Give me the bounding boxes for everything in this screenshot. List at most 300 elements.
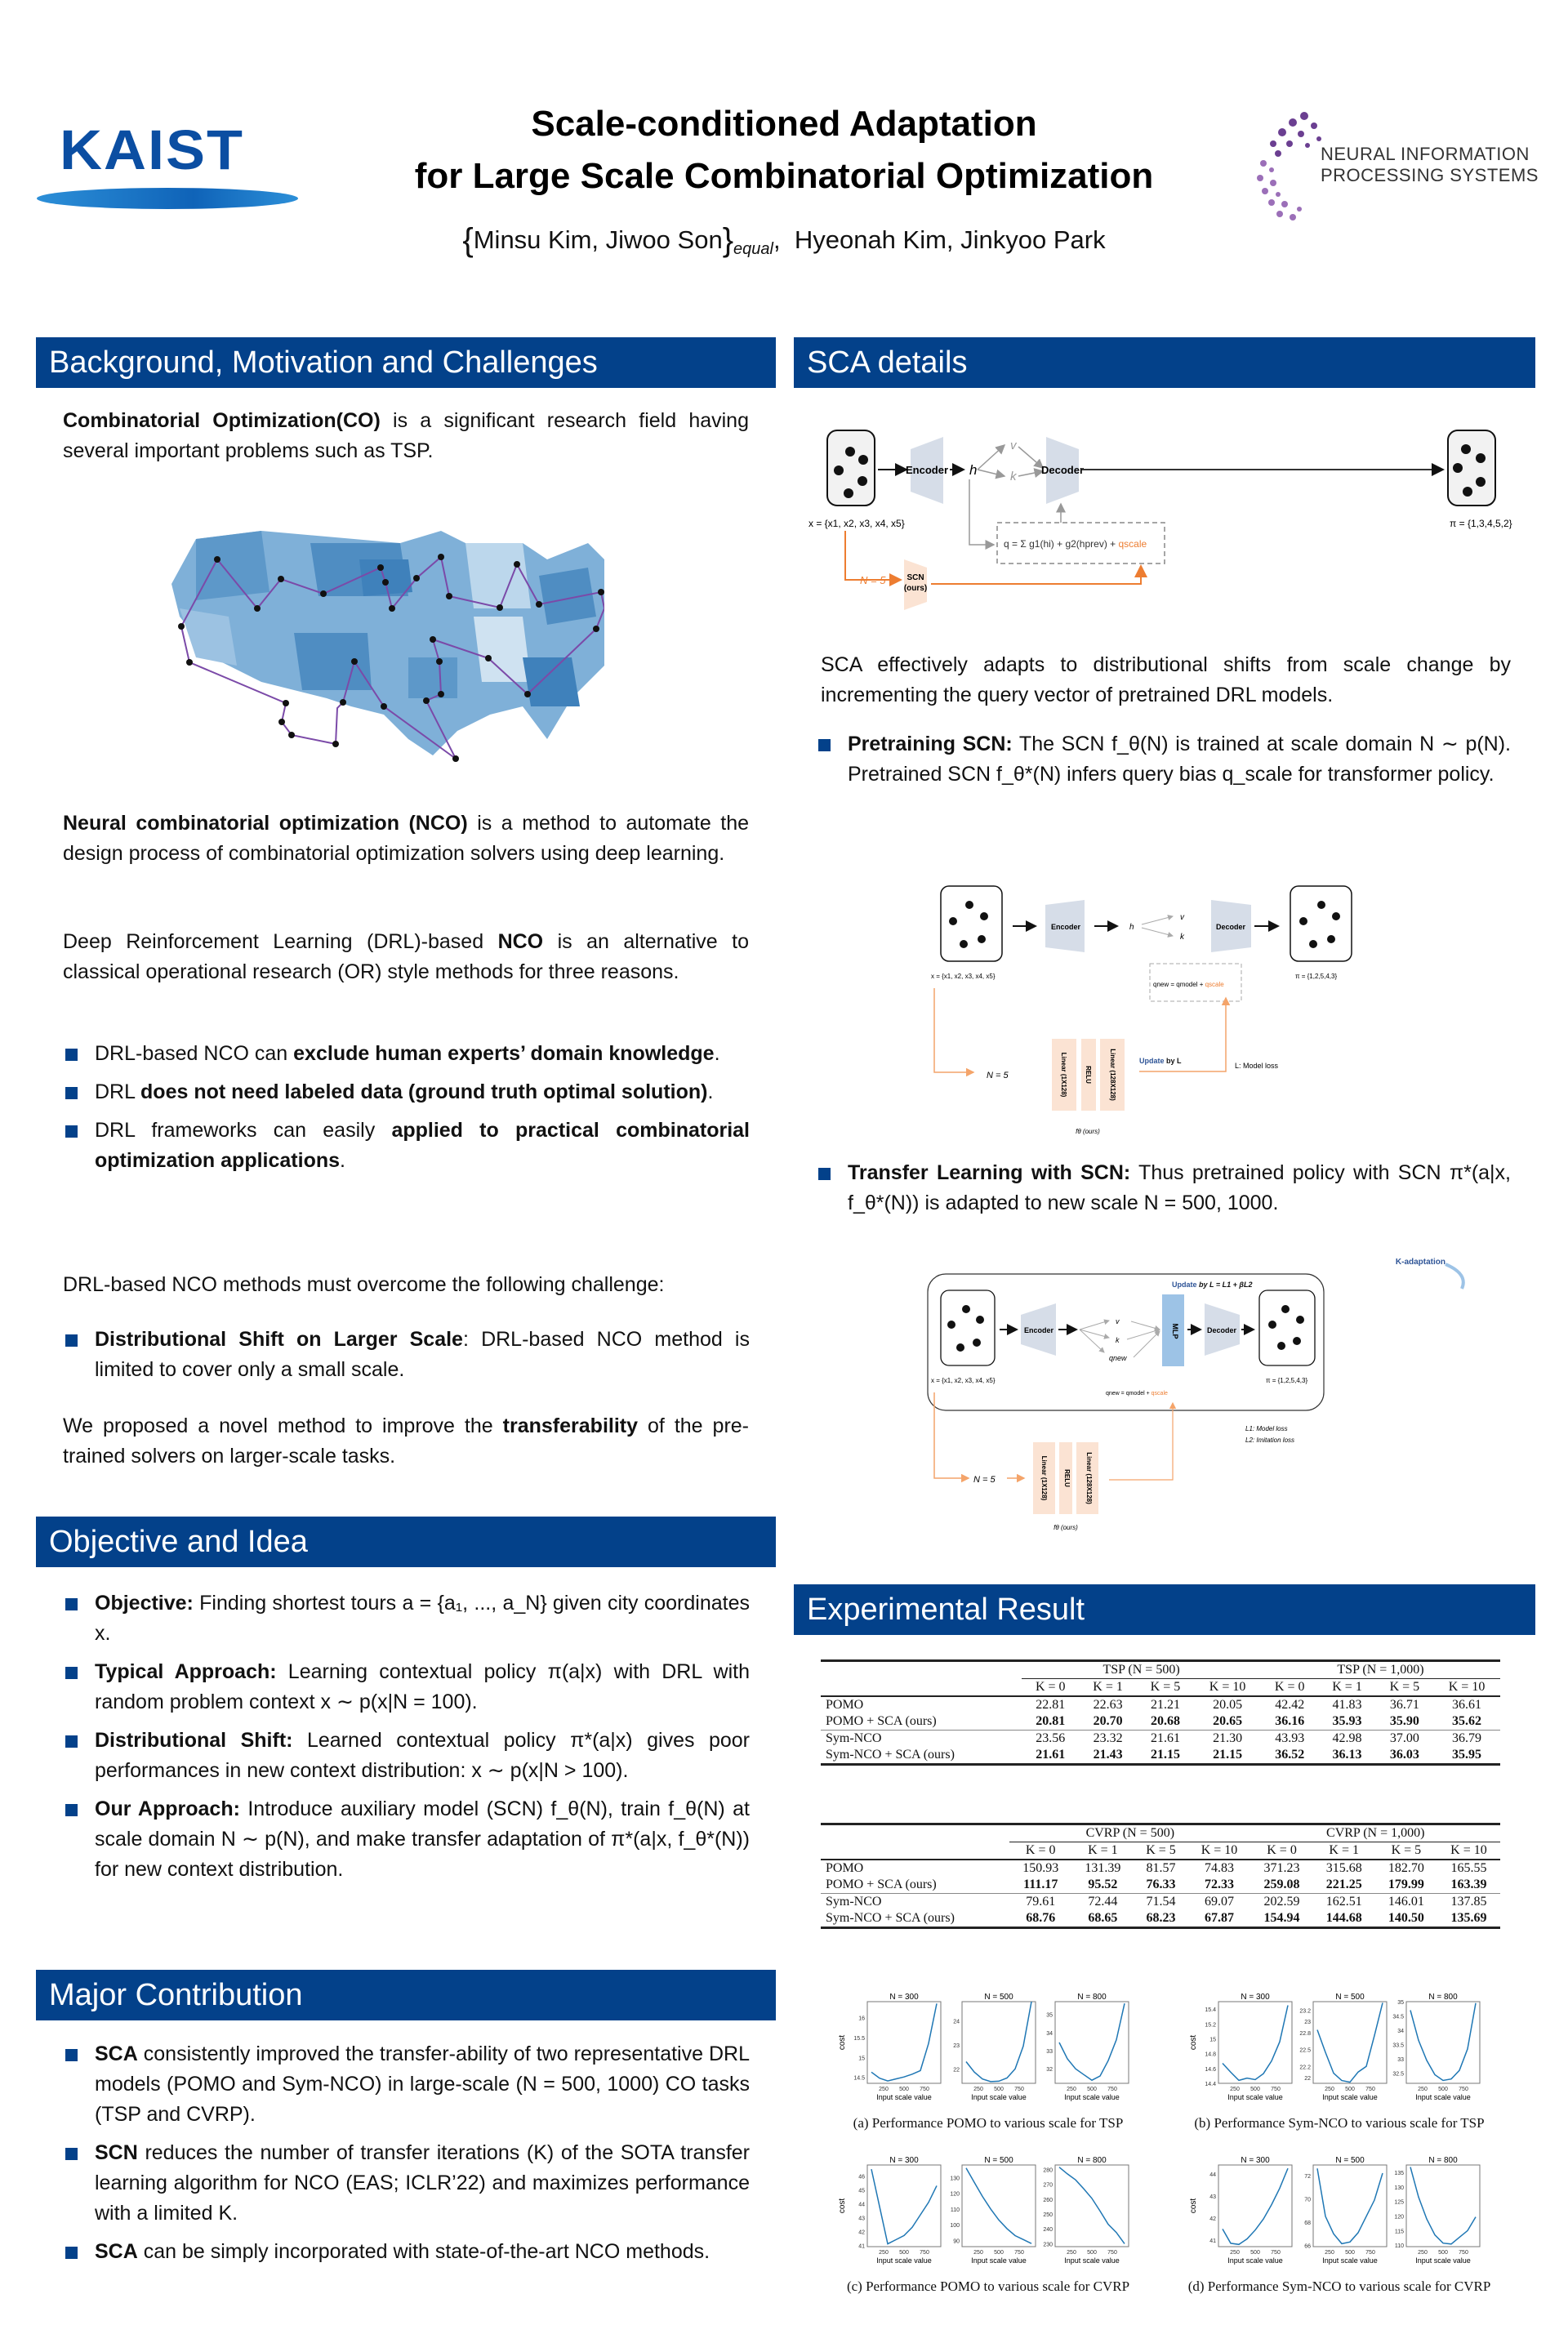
subplot [1043,2156,1129,2265]
x-tick-label: 250 [1418,2087,1428,2092]
x-tick-label: 750 [1271,2250,1281,2256]
svg-text:Decoder: Decoder [1215,923,1246,931]
pretraining-diagram [931,882,1437,1152]
svg-text:π = {1,3,4,5,2}: π = {1,3,4,5,2} [1450,518,1512,529]
table-cell: 315.68 [1313,1860,1375,1877]
co-text: is a significant research field having several important problems such as TSP. [63,409,749,462]
x-tick-label: 250 [1230,2087,1240,2092]
x-axis-label: Input scale value [876,2093,932,2101]
table-cell: 20.70 [1093,1714,1123,1728]
y-tick-label: 14.6 [1205,2066,1216,2073]
subplot-title: N = 500 [1335,1993,1365,2002]
table-cell: 36.03 [1376,1747,1433,1765]
x-tick-label: 250 [973,2087,983,2092]
y-tick-label: 35 [1046,2012,1053,2019]
table-cell: 42.42 [1261,1696,1318,1713]
x-tick-label: 500 [994,2250,1004,2256]
svg-text:h: h [969,462,978,478]
y-tick-label: 120 [1394,2214,1404,2221]
drl-paragraph [63,927,749,987]
plot-frame [1406,2165,1480,2247]
table-cell: 21.43 [1079,1747,1136,1765]
svg-text:L1: Model loss: L1: Model loss [1245,1425,1288,1432]
subplot [1394,2156,1480,2265]
x-axis-label: Input scale value [1415,2093,1471,2101]
table-cell: 71.54 [1134,1894,1187,1911]
y-tick-label: 100 [950,2223,960,2230]
table-cell: 35.90 [1389,1714,1419,1728]
table-cell: 35.62 [1452,1714,1482,1728]
bullet-square-icon [65,2049,78,2061]
drl-term: NCO [497,930,544,953]
objective-item: Objective: Finding shortest tours a = {a₁, ..., a_N} given city coordinates x. [47,1588,750,1649]
svg-text:k: k [1010,470,1017,483]
y-tick-label: 240 [1043,2227,1053,2234]
table-cell: 162.51 [1313,1894,1375,1911]
y-tick-label: 230 [1043,2242,1053,2248]
neurips-dots-icon [1254,106,1327,229]
x-axis-label: Input scale value [1322,2256,1378,2265]
svg-text:Linear (128X128): Linear (128X128) [1085,1452,1093,1504]
table-cell: 182.70 [1375,1860,1437,1877]
svg-text:N = 5: N = 5 [973,1475,996,1485]
subplot-title: N = 300 [1241,1993,1270,2002]
proposal-paragraph: We proposed a novel method to improve the transferability of the pre-trained solvers on larger-scale tasks. [63,1414,749,1468]
pretrain-item: Pretraining SCN: The SCN f_θ(N) is trained at scale domain N ∼ p(N). Pretrained SCN f_θ*(N) infers query bias q_scale for transformer policy. [800,729,1511,790]
table-cell: 21.61 [1022,1747,1079,1765]
column-header: K = 0 [1267,1843,1297,1857]
y-tick-label: 43 [858,2216,865,2222]
x-tick-label: 500 [1345,2250,1355,2256]
x-tick-label: 250 [1325,2250,1334,2256]
contribution-item: SCA consistently improved the transfer-ability of two representative DRL models (POMO and Sym-NCO) in large-scale (N = 500, 1000) CO tasks (TSP and CVRP). [47,2039,750,2130]
y-tick-label: 24 [953,2019,960,2025]
y-tick-label: 22.2 [1299,2065,1311,2071]
table-cell: 165.55 [1437,1860,1500,1877]
plot-frame [867,2002,941,2083]
y-tick-label: 33 [1397,2057,1404,2064]
table-cell: 79.61 [1009,1894,1071,1911]
nco-term: Neural combinatorial optimization (NCO) [63,812,468,835]
subplot-title: N = 300 [889,1993,919,2002]
x-tick-label: 500 [899,2250,909,2256]
bullet-square-icon [65,1804,78,1816]
y-tick-label: 16 [858,2016,865,2022]
x-tick-label: 500 [1087,2087,1097,2092]
neurips-line-1: NEURAL INFORMATION [1321,144,1530,164]
y-tick-label: 110 [1394,2243,1404,2250]
row-label: Sym-NCO [821,1731,1022,1748]
y-tick-label: 41 [858,2243,865,2250]
svg-text:Decoder: Decoder [1040,464,1085,476]
x-tick-label: 750 [1459,2087,1468,2092]
kaist-logo-text: KAIST [60,119,244,181]
svg-text:Encoder: Encoder [1050,923,1081,931]
y-tick-label: 23.2 [1299,2008,1311,2015]
table-cell: 36.16 [1275,1714,1305,1728]
tsp-table-body [821,1696,1500,1765]
y-tick-label: 15.2 [1205,2022,1216,2029]
y-tick-label: 43 [1209,2194,1216,2200]
table-cell: 202.59 [1250,1894,1312,1911]
table-cell: 20.81 [1036,1714,1066,1728]
table-cell: 131.39 [1071,1860,1134,1877]
plot-frame [1218,2165,1292,2247]
x-tick-label: 500 [1345,2087,1355,2092]
y-tick-label: 14.5 [853,2075,865,2082]
drl-reasons-list [47,1039,750,1184]
x-tick-label: 500 [1250,2087,1260,2092]
y-tick-label: 22.8 [1299,2030,1311,2037]
y-tick-label: 270 [1043,2182,1053,2189]
bullet-square-icon [65,1087,78,1099]
section-header-sca: SCA details [794,337,1535,388]
svg-text:fθ (ours): fθ (ours) [1054,1524,1078,1531]
svg-text:K-adaptation: K-adaptation [1395,1258,1446,1267]
y-axis-label: cost [838,2034,847,2051]
subplot-title: N = 500 [984,2156,1013,2165]
row-label: POMO [821,1860,1009,1877]
y-tick-label: 41 [1209,2238,1216,2244]
us-tsp-map [163,494,604,772]
table-row [821,1860,1500,1877]
y-tick-label: 125 [1394,2199,1404,2206]
x-tick-label: 250 [1067,2250,1076,2256]
x-tick-label: 250 [1230,2250,1240,2256]
svg-text:v: v [1116,1317,1120,1325]
transfer-item: Transfer Learning with SCN: Thus pretrained policy with SCN π*(a|x, f_θ*(N)) is adapted to new scale N = 500, 1000. [800,1158,1511,1218]
table-cell: 22.81 [1022,1696,1079,1713]
table-cell: 135.69 [1437,1910,1500,1928]
svg-text:Linear (128X128): Linear (128X128) [1109,1049,1116,1101]
y-tick-label: 130 [1394,2185,1404,2191]
y-tick-label: 260 [1043,2197,1053,2203]
figure-a-caption: (a) Performance POMO to various scale for TSP [853,2115,1124,2131]
svg-text:v: v [1010,439,1017,452]
plot-frame [962,2165,1036,2247]
y-tick-label: 44 [1209,2172,1216,2178]
svg-text:Linear (1X128): Linear (1X128) [1040,1455,1048,1501]
table-cell: 74.83 [1188,1860,1251,1877]
column-header: K = 0 [1025,1843,1056,1857]
section-header-background: Background, Motivation and Challenges [36,337,776,388]
section-header-objective: Objective and Idea [36,1517,776,1567]
table-group-header: TSP (N = 500) [1022,1661,1261,1679]
y-tick-label: 130 [950,2176,960,2182]
x-tick-label: 250 [1418,2250,1428,2256]
co-term: Combinatorial Optimization(CO) [63,409,381,432]
subplot [838,2156,941,2265]
svg-text:qnew = qmodel + qscale: qnew = qmodel + qscale [1153,981,1224,988]
co-paragraph [63,406,749,466]
figure-b-plots [1168,1989,1511,2111]
equal-authors: Minsu Kim, Jiwoo Son [473,225,723,254]
table-cell: 179.99 [1388,1878,1424,1891]
neurips-logo [1254,106,1548,229]
title-line-2: for Large Scale Combinatorial Optimization [414,156,1154,196]
table-cell: 81.57 [1134,1860,1187,1877]
x-axis-label: Input scale value [1064,2093,1120,2101]
subplot-title: N = 300 [1241,2156,1270,2165]
subplot-title: N = 800 [1428,1993,1458,2002]
y-tick-label: 120 [950,2191,960,2198]
y-tick-label: 33.5 [1392,2042,1404,2049]
y-axis-label: cost [1189,2198,1198,2214]
y-tick-label: 32 [1046,2067,1053,2074]
y-tick-label: 68 [1304,2221,1311,2226]
svg-text:(ours): (ours) [903,584,928,593]
svg-text:v: v [1180,913,1184,922]
table-cell: 21.61 [1137,1731,1194,1748]
svg-text:h: h [1129,923,1134,932]
plot-frame [867,2165,941,2247]
table-group-header: CVRP (N = 500) [1009,1824,1250,1842]
nco-paragraph [63,808,749,869]
figure-b [1168,1989,1511,2136]
svg-text:Decoder: Decoder [1206,1326,1237,1334]
x-axis-label: Input scale value [1322,2093,1378,2101]
table-cell: 20.65 [1213,1714,1243,1728]
column-header: K = 1 [1093,1680,1123,1694]
objective-item: Our Approach: Introduce auxiliary model (SCN) f_θ(N), train f_θ(N) at scale domain N ∼ p(N), and make transfer adaptation of π*(a|x, f_θ*(N)) for new context distribution. [47,1794,750,1885]
subplot [1046,1993,1129,2101]
table-cell: 36.61 [1433,1696,1500,1713]
bullet-square-icon [65,1334,78,1347]
svg-text:Update by L: Update by L [1139,1057,1182,1065]
table-cell: 36.71 [1376,1696,1433,1713]
sca-architecture-diagram [804,412,1523,617]
figure-a [817,1989,1160,2136]
other-authors: Hyeonah Kim, Jinkyoo Park [794,225,1106,254]
y-tick-label: 250 [1043,2212,1053,2218]
row-label: POMO + SCA (ours) [826,1878,937,1891]
subplot [1299,1993,1387,2101]
column-header: K = 5 [1389,1680,1420,1694]
y-tick-label: 22 [953,2067,960,2074]
neurips-line-2: PROCESSING SYSTEMS [1321,165,1539,185]
table-row [821,1731,1500,1748]
column-header: K = 10 [1200,1843,1238,1857]
x-tick-label: 250 [879,2250,889,2256]
table-cell: 371.23 [1250,1860,1312,1877]
reason-item: DRL frameworks can easily applied to practical combinatorial optimization applications. [47,1116,750,1176]
subplot [838,1993,941,2101]
x-tick-label: 750 [1014,2250,1024,2256]
contribution-item: SCA can be simply incorporated with state-of-the-art NCO methods. [47,2237,750,2267]
table-cell: 43.93 [1261,1731,1318,1748]
column-header: K = 1 [1329,1843,1359,1857]
row-label: Sym-NCO [821,1894,1009,1911]
bullet-square-icon [818,1168,831,1180]
table-cell: 111.17 [1023,1878,1058,1891]
row-label: POMO + SCA (ours) [826,1714,937,1728]
subplot-title: N = 800 [1428,2156,1458,2165]
y-tick-label: 14.8 [1205,2051,1216,2058]
x-tick-label: 750 [1459,2250,1468,2256]
y-tick-label: 32.5 [1392,2071,1404,2078]
subplot [1304,2156,1387,2265]
title-line-1: Scale-conditioned Adaptation [531,104,1037,144]
table-row [821,1747,1500,1765]
table-cell: 144.68 [1313,1910,1375,1928]
y-tick-label: 42 [1209,2216,1216,2222]
x-tick-label: 750 [1014,2087,1024,2092]
x-tick-label: 500 [899,2087,909,2092]
table-cell: 150.93 [1009,1860,1071,1877]
y-tick-label: 23 [953,2042,960,2049]
plot-frame [1313,2002,1387,2083]
subplot [1189,2156,1292,2265]
column-header: K = 1 [1088,1843,1118,1857]
y-tick-label: 22.5 [1299,2047,1311,2054]
table-cell: 76.33 [1146,1878,1176,1891]
x-tick-label: 750 [920,2087,929,2092]
svg-text:N = 5: N = 5 [987,1071,1009,1080]
reason-item: DRL-based NCO can exclude human experts’ domain knowledge. [47,1039,750,1069]
table-group-header: TSP (N = 1,000) [1261,1661,1500,1679]
x-axis-label: Input scale value [971,2256,1027,2265]
table-cell: 137.85 [1437,1894,1500,1911]
y-tick-label: 35 [1397,2000,1404,2006]
column-header: K = 5 [1391,1843,1422,1857]
pretrain-list [800,729,1511,798]
bullet-square-icon [65,2247,78,2259]
svg-text:π = {1,2,5,4,3}: π = {1,2,5,4,3} [1266,1377,1308,1384]
sca-intro: SCA effectively adapts to distributional shifts from scale change by incrementing the query vector of pretrained DRL models. [821,653,1511,706]
table-cell: 21.30 [1194,1731,1261,1748]
table-cell: 35.93 [1332,1714,1362,1728]
cvrp-table-body [821,1860,1500,1928]
table-cell: 35.95 [1433,1747,1500,1765]
objective-item: Distributional Shift: Learned contextual policy π*(a|x) gives poor performances in new context distribution: x ∼ p(x|N > 100). [47,1726,750,1786]
objective-item: Typical Approach: Learning contextual policy π(a|x) with DRL with random problem context x ∼ p(x|N = 100). [47,1657,750,1717]
column-header: K = 1 [1332,1680,1362,1694]
figure-b-caption: (b) Performance Sym-NCO to various scale for TSP [1194,2115,1485,2131]
row-label: Sym-NCO + SCA (ours) [821,1910,1009,1928]
bullet-square-icon [65,1049,78,1061]
table-cell: 146.01 [1375,1894,1437,1911]
svg-text:RELU: RELU [1063,1469,1071,1487]
x-tick-label: 250 [1325,2087,1334,2092]
y-tick-label: 15 [858,2056,865,2062]
table-row [821,1910,1500,1928]
challenge-list [47,1325,750,1393]
y-tick-label: 23 [1304,2020,1311,2026]
row-label: POMO [821,1696,1022,1713]
column-header: K = 10 [1448,1680,1486,1694]
table-cell: 72.44 [1071,1894,1134,1911]
y-tick-label: 42 [858,2230,865,2236]
table-row [821,1713,1500,1731]
y-tick-label: 34 [1397,2029,1404,2035]
row-label: Sym-NCO + SCA (ours) [821,1747,1022,1765]
y-tick-label: 15.4 [1205,2007,1216,2014]
column-header: K = 0 [1035,1680,1066,1694]
table-cell: 163.39 [1450,1878,1487,1891]
table-cell: 259.08 [1263,1878,1300,1891]
svg-text:k: k [1116,1336,1120,1344]
y-axis-label: cost [1189,2034,1198,2051]
svg-text:SCN: SCN [906,573,924,582]
subplot [950,2156,1036,2265]
bullet-square-icon [818,739,831,751]
svg-text:MLP: MLP [1171,1323,1179,1339]
y-tick-label: 115 [1394,2229,1404,2235]
table-cell: 22.63 [1079,1696,1136,1713]
table-cell: 68.76 [1009,1910,1071,1928]
y-tick-label: 15 [1209,2037,1216,2043]
x-axis-label: Input scale value [876,2256,932,2265]
plot-frame [1055,2002,1129,2083]
table-row [821,1894,1500,1911]
y-tick-label: 22 [1304,2076,1311,2082]
svg-text:x = {x1, x2, x3, x4, x5}: x = {x1, x2, x3, x4, x5} [931,1377,996,1384]
svg-text:qnew = qmodel + qscale: qnew = qmodel + qscale [1106,1391,1168,1396]
svg-text:x = {x1, x2, x3, x4, x5}: x = {x1, x2, x3, x4, x5} [931,973,996,980]
x-tick-label: 250 [879,2087,889,2092]
figure-c-plots [817,2152,1160,2274]
y-tick-label: 15.5 [853,2035,865,2042]
y-tick-label: 90 [953,2238,960,2245]
k-adaptation-diagram [923,1250,1478,1535]
x-axis-label: Input scale value [1415,2256,1471,2265]
table-cell: 21.15 [1137,1747,1194,1765]
table-cell: 37.00 [1376,1731,1433,1748]
svg-text:qnew: qnew [1109,1354,1127,1362]
y-tick-label: 70 [1304,2197,1311,2203]
svg-text:N = 5: N = 5 [860,574,886,586]
y-axis-label: cost [838,2198,847,2214]
x-tick-label: 750 [1271,2087,1281,2092]
loop-arrow-icon [1446,1264,1463,1289]
column-header: K = 10 [1450,1843,1487,1857]
reason-item: DRL does not need labeled data (ground truth optimal solution). [47,1077,750,1107]
subplot-title: N = 500 [984,1993,1013,2002]
author-list: {Minsu Kim, Jiwoo $Son\}_{equal}$, Hyeonah Kim, Jinkyoo Park [462,222,1106,259]
challenge-intro: DRL-based NCO methods must overcome the following challenge: [63,1273,665,1296]
x-tick-label: 500 [1250,2250,1260,2256]
x-axis-label: Input scale value [1227,2093,1283,2101]
figure-a-plots [817,1989,1160,2111]
tsp-results-table [821,1659,1500,1766]
x-tick-label: 750 [1365,2250,1375,2256]
table-group-header: CVRP (N = 1,000) [1250,1824,1500,1842]
table-cell: 140.50 [1375,1910,1437,1928]
table-cell: 67.87 [1188,1910,1251,1928]
y-tick-label: 135 [1394,2170,1404,2176]
table-cell: 36.13 [1318,1747,1375,1765]
table-cell: 221.25 [1325,1878,1362,1891]
svg-text:k: k [1180,933,1184,942]
svg-text:Encoder: Encoder [1023,1326,1054,1334]
svg-text:L: Model loss: L: Model loss [1235,1062,1279,1070]
x-tick-label: 500 [1087,2250,1097,2256]
x-axis-label: Input scale value [971,2093,1027,2101]
subplot [1392,1993,1480,2101]
table-cell: 20.68 [1150,1714,1180,1728]
x-tick-label: 250 [1067,2087,1076,2092]
svg-text:x = {x1, x2, x3, x4, x5}: x = {x1, x2, x3, x4, x5} [808,518,905,529]
cvrp-results-table [821,1823,1500,1929]
bullet-square-icon [65,1598,78,1610]
bullet-square-icon [65,2148,78,2160]
svg-text:Update by L = L1 + βL2: Update by L = L1 + βL2 [1172,1281,1253,1289]
column-header: K = 10 [1209,1680,1246,1694]
table-cell: 72.33 [1204,1878,1234,1891]
nco-text: is a method to automate the design process of combinatorial optimization solvers using deep learning. [63,812,749,865]
contribution-list [47,2039,750,2275]
y-tick-label: 45 [858,2188,865,2194]
